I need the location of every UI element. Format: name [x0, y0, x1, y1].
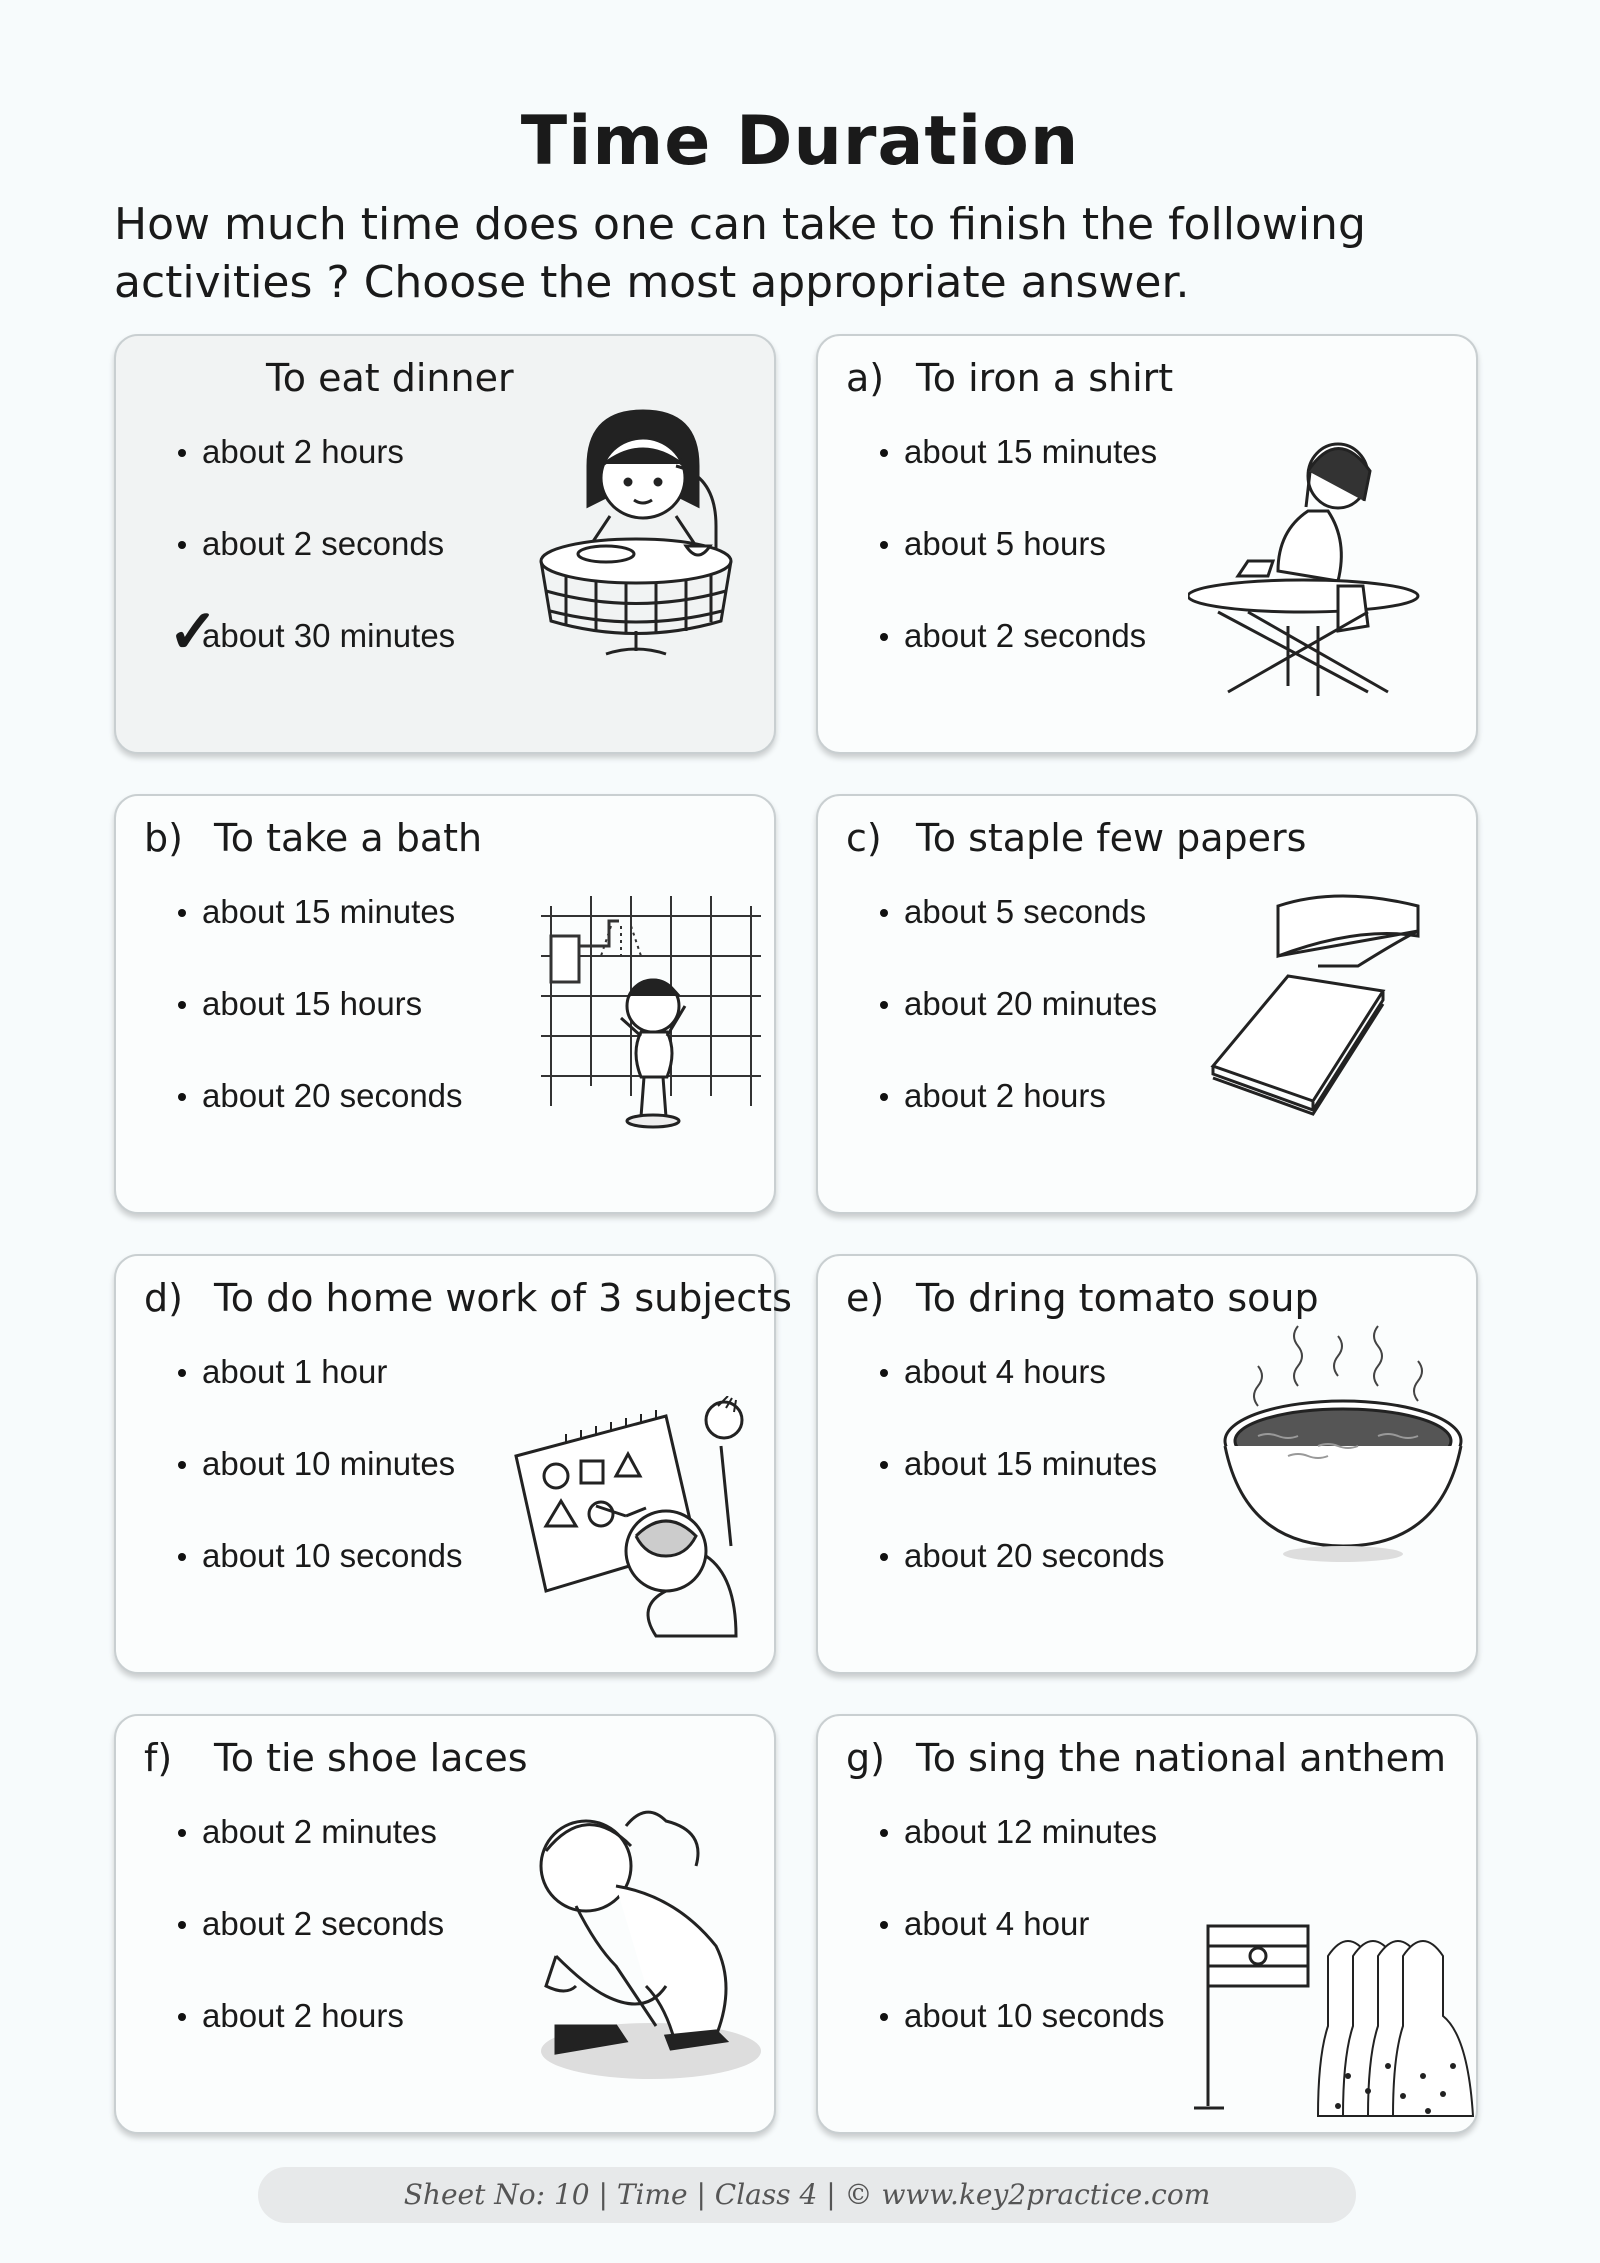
question-letter: d) — [144, 1276, 183, 1320]
footer-sheet-info: Sheet No: 10 | Time | Class 4 | © www.key2practice.com — [258, 2167, 1356, 2223]
page-title: Time Duration — [520, 102, 1080, 181]
activity-label: To eat dinner — [266, 356, 514, 400]
activity-label: To dring tomato soup — [916, 1276, 1319, 1320]
option-item[interactable]: about 2 hours — [878, 1076, 1157, 1168]
option-item[interactable]: about 12 minutes — [878, 1812, 1165, 1904]
bullet-icon — [178, 449, 186, 457]
question-card-e — [816, 1254, 1478, 1674]
question-letter: b) — [144, 816, 183, 860]
option-item[interactable]: about 20 seconds — [878, 1536, 1165, 1628]
flag-and-singing-children-illustration — [1188, 1916, 1478, 2126]
girl-eating-dinner-illustration — [526, 396, 746, 666]
option-item[interactable]: about 15 minutes — [176, 892, 463, 984]
checkmark-icon: ✓ — [168, 598, 219, 665]
question-card-b — [114, 794, 776, 1214]
bullet-icon — [178, 1553, 186, 1561]
activity-label: To sing the national anthem — [916, 1736, 1446, 1780]
girl-tying-shoelaces-illustration — [516, 1806, 766, 2086]
option-item[interactable]: about 2 hours — [176, 1996, 444, 2088]
question-title — [846, 1736, 1446, 1780]
bullet-icon — [880, 541, 888, 549]
activity-label: To take a bath — [214, 816, 483, 860]
option-item[interactable]: about 2 minutes — [176, 1812, 444, 1904]
options-list — [878, 432, 1157, 708]
question-card-d — [114, 1254, 792, 1674]
options-list — [878, 892, 1157, 1168]
bullet-icon — [880, 1921, 888, 1929]
soup-bowl-illustration — [1218, 1296, 1468, 1566]
bullet-icon — [880, 1461, 888, 1469]
options-list — [878, 1352, 1165, 1628]
bullet-icon — [178, 2013, 186, 2021]
bullet-icon — [880, 633, 888, 641]
question-letter: g) — [846, 1736, 885, 1780]
option-item[interactable]: about 2 seconds — [176, 524, 455, 616]
bullet-icon — [178, 1829, 186, 1837]
options-list — [176, 892, 463, 1168]
option-item[interactable]: about 4 hour — [878, 1904, 1165, 1996]
question-card-c — [816, 794, 1478, 1214]
option-item[interactable]: about 15 hours — [176, 984, 463, 1076]
option-item[interactable]: about 2 seconds — [176, 1904, 444, 1996]
option-item[interactable]: about 10 seconds — [176, 1536, 463, 1628]
question-title — [144, 1736, 528, 1780]
option-item[interactable]: about 2 seconds — [878, 616, 1157, 708]
bullet-icon — [178, 909, 186, 917]
bullet-icon — [880, 1369, 888, 1377]
bullet-icon — [880, 909, 888, 917]
bullet-icon — [178, 1461, 186, 1469]
options-list — [176, 1812, 444, 2088]
bullet-icon — [880, 1829, 888, 1837]
option-item[interactable]: about 5 hours — [878, 524, 1157, 616]
option-item[interactable]: about 1 hour — [176, 1352, 463, 1444]
bullet-icon — [178, 1921, 186, 1929]
question-letter: f) — [144, 1736, 173, 1780]
child-doing-homework-illustration — [506, 1396, 776, 1656]
option-item[interactable]: about 5 seconds — [878, 892, 1157, 984]
option-item-selected[interactable]: ✓ about 30 minutes — [168, 598, 456, 665]
question-title — [144, 816, 482, 860]
question-title — [266, 356, 514, 400]
bullet-icon — [880, 449, 888, 457]
bullet-icon — [178, 1001, 186, 1009]
activity-label: To tie shoe laces — [214, 1736, 528, 1780]
question-letter: c) — [846, 816, 882, 860]
options-list — [176, 1352, 463, 1628]
woman-ironing-illustration — [1188, 426, 1438, 706]
option-item[interactable]: about 15 minutes — [878, 432, 1157, 524]
bullet-icon — [880, 2013, 888, 2021]
options-list — [168, 432, 456, 708]
option-item[interactable]: about 15 minutes — [878, 1444, 1165, 1536]
question-card-g — [816, 1714, 1478, 2134]
example-card — [114, 334, 776, 754]
bullet-icon — [880, 1553, 888, 1561]
boy-bathing-illustration — [541, 896, 761, 1136]
stapler-papers-illustration — [1208, 886, 1458, 1136]
instructions: How much time does one can take to finish the following activities ? Choose the most appropriate answer. — [114, 199, 1366, 308]
bullet-icon — [880, 1093, 888, 1101]
bullet-icon — [178, 1369, 186, 1377]
option-item[interactable]: about 10 minutes — [176, 1444, 463, 1536]
bullet-icon — [178, 1093, 186, 1101]
question-title — [846, 816, 1306, 860]
question-letter: e) — [846, 1276, 885, 1320]
option-item[interactable]: about 2 hours — [176, 432, 455, 524]
activity-label: To do home work of 3 subjects — [214, 1276, 792, 1320]
option-item[interactable]: about 20 seconds — [176, 1076, 463, 1168]
bullet-icon — [178, 541, 186, 549]
question-card-f — [114, 1714, 776, 2134]
question-card-a — [816, 334, 1478, 754]
question-title — [144, 1276, 792, 1320]
question-letter: a) — [846, 356, 885, 400]
option-item[interactable]: about 4 hours — [878, 1352, 1165, 1444]
option-item[interactable]: about 10 seconds — [878, 1996, 1165, 2088]
question-title — [846, 356, 1173, 400]
activity-label: To iron a shirt — [916, 356, 1174, 400]
bullet-icon — [880, 1001, 888, 1009]
activity-label: To staple few papers — [916, 816, 1307, 860]
options-list — [878, 1812, 1165, 2088]
option-item[interactable]: about 20 minutes — [878, 984, 1157, 1076]
